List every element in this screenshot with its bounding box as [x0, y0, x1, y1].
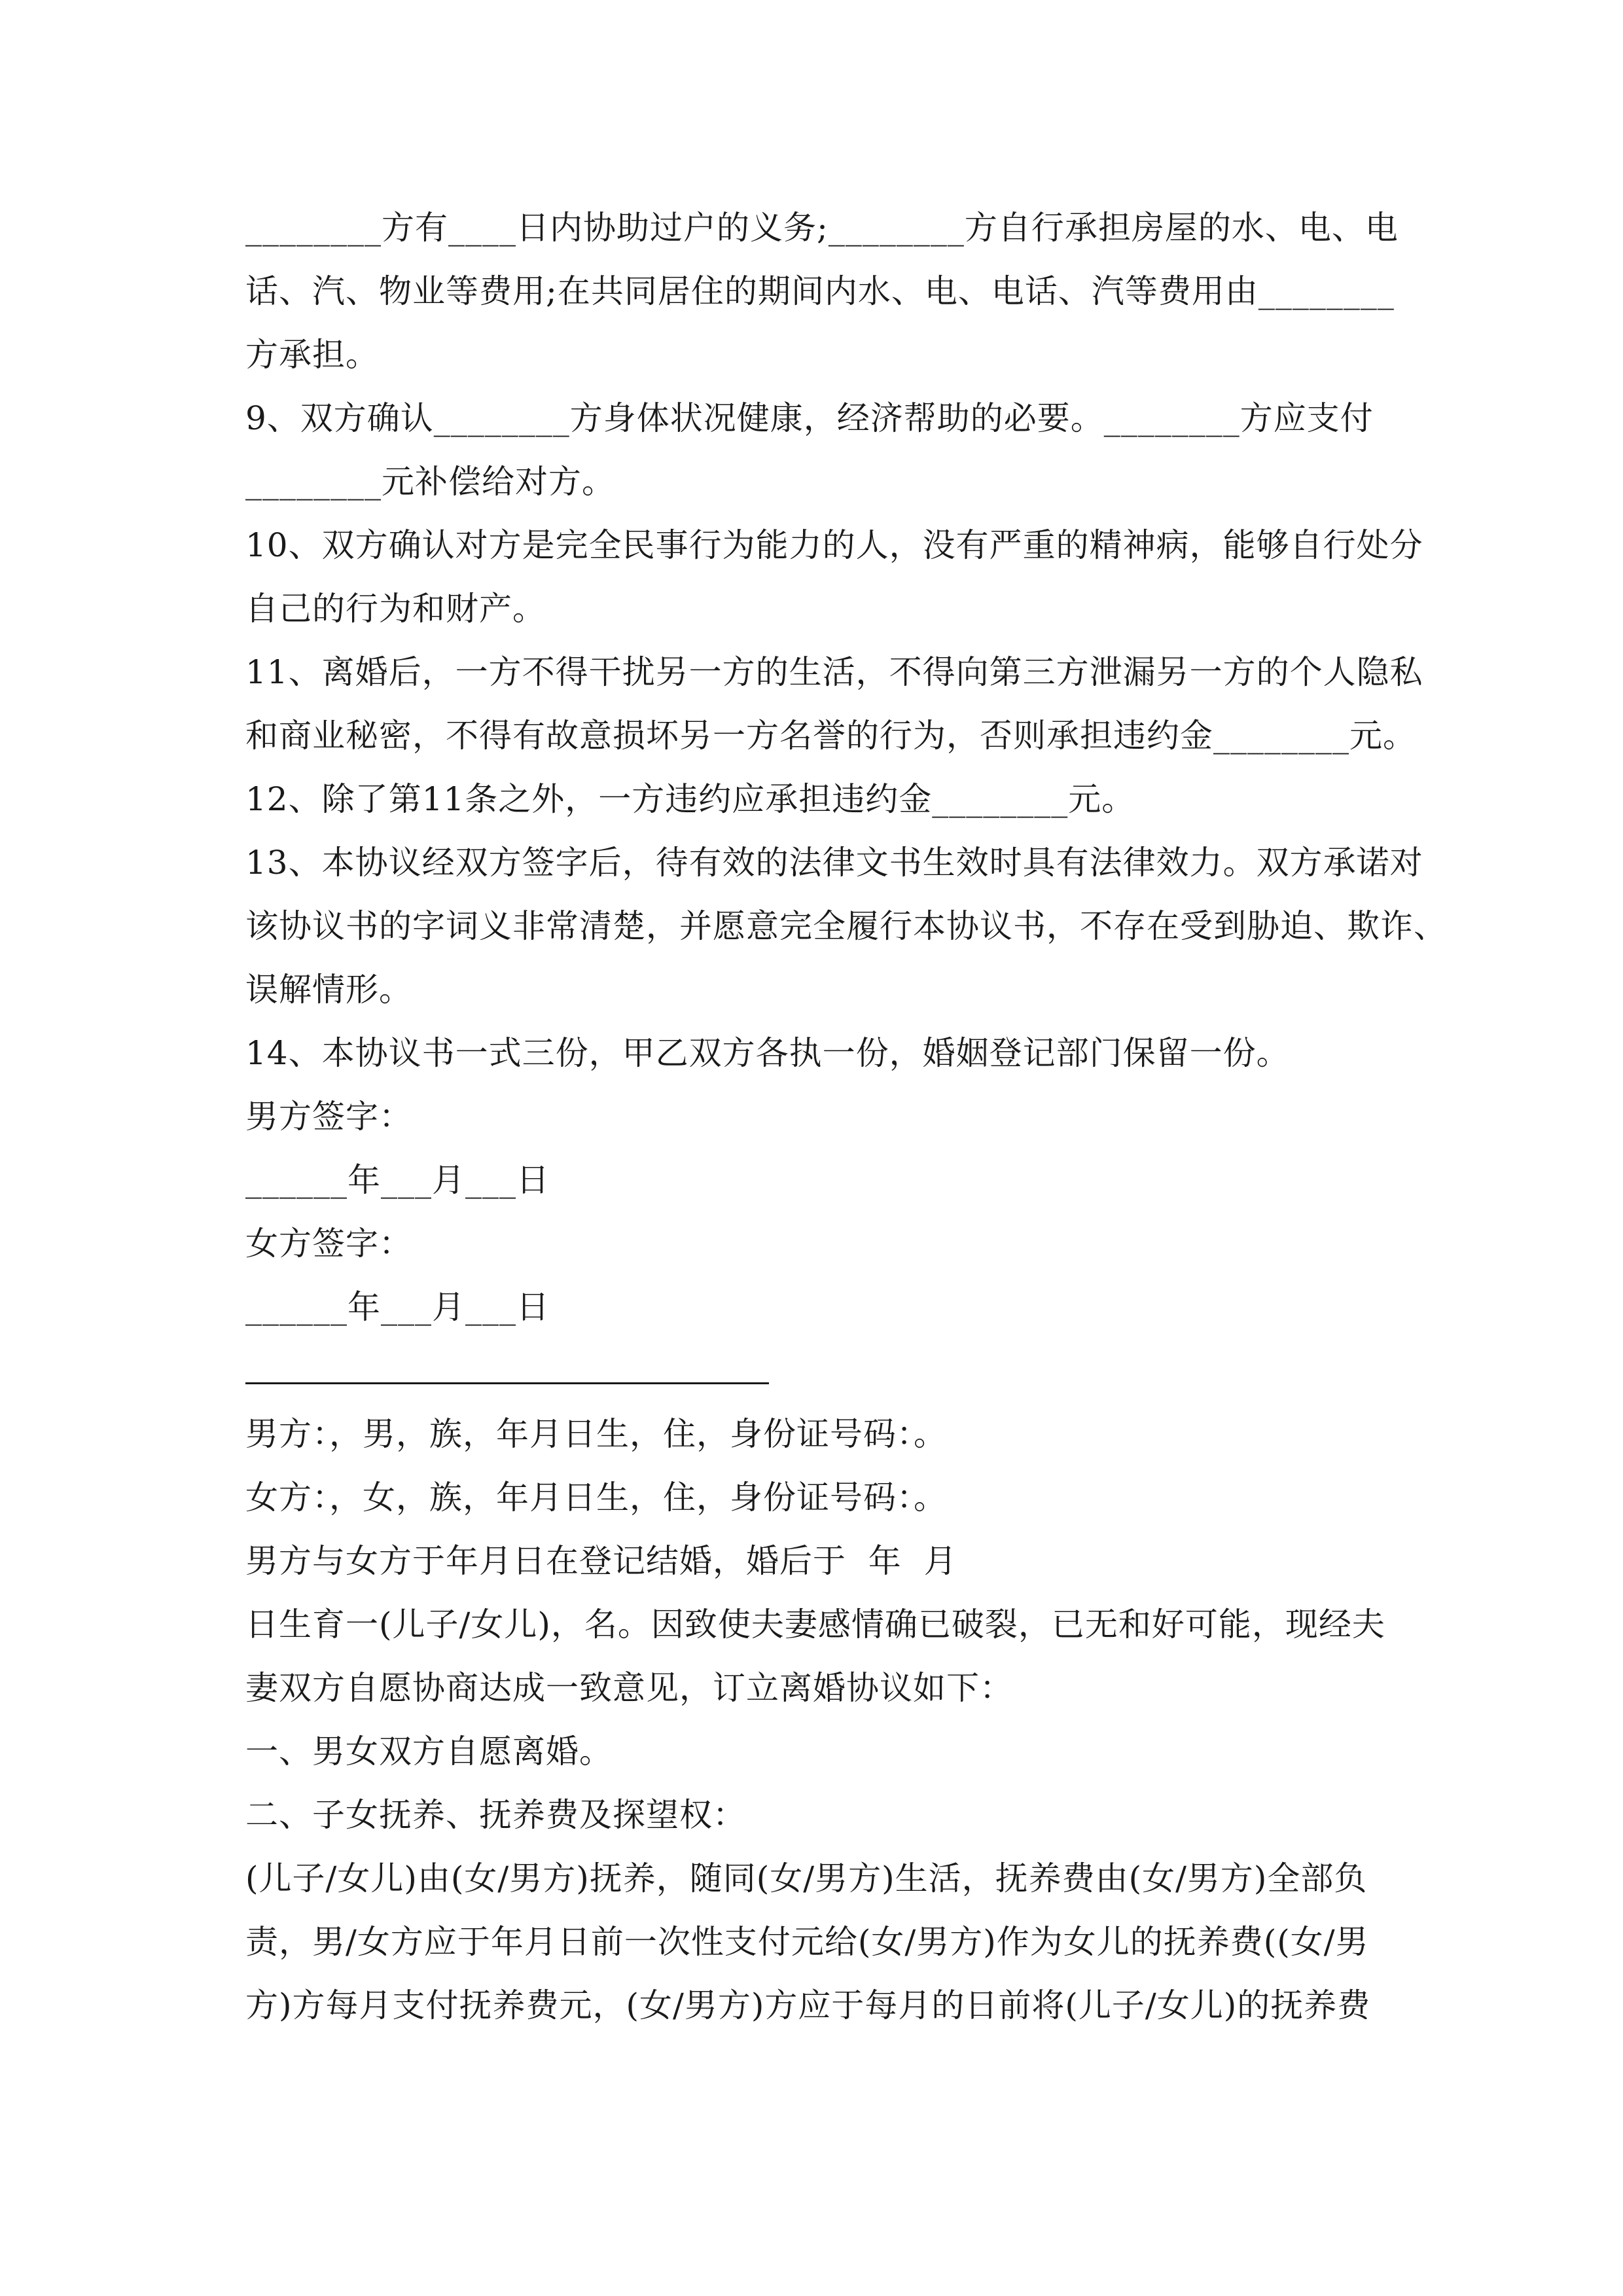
text-line: 方承担。: [245, 336, 379, 374]
female-signature-date: ______年___月___日: [245, 1288, 550, 1326]
male-signature-date: ______年___月___日: [245, 1161, 550, 1199]
clause-12: 12、除了第11条之外，一方违约应承担违约金________元。: [245, 780, 1135, 818]
clause-9: 9、双方确认________方身体状况健康，经济帮助的必要。________方应支付: [245, 399, 1374, 437]
clause-11: 11、离婚后，一方不得干扰另一方的生活，不得向第三方泄漏另一方的个人隐私: [245, 653, 1423, 691]
text-line: 责，男/女方应于年月日前一次性支付元给(女/男方)作为女儿的抚养费((女/男: [245, 1923, 1369, 1961]
text-line: ________方有____日内协助过户的义务;________方自行承担房屋的水、电、电: [245, 209, 1399, 247]
text-line: ________元补偿给对方。: [245, 463, 615, 501]
section-divider: [245, 1339, 1397, 1403]
section-2-heading: 二、子女抚养、抚养费及探望权：: [245, 1796, 746, 1834]
text-line: 日生育一(儿子/女儿)，名。因致使夫妻感情确已破裂，已无和好可能，现经夫: [245, 1605, 1385, 1643]
text-line: 自己的行为和财产。: [245, 590, 546, 628]
text-line: 话、汽、物业等费用;在共同居住的期间内水、电、电话、汽等费用由________: [245, 272, 1395, 310]
text-line: 和商业秘密，不得有故意损坏另一方名誉的行为，否则承担违约金________元。: [245, 717, 1416, 755]
text-line: 该协议书的字词义非常清楚，并愿意完全履行本协议书，不存在受到胁迫、欺诈、: [245, 907, 1447, 945]
female-signature-label: 女方签字：: [245, 1225, 412, 1263]
text-line: 方)方每月支付抚养费元，(女/男方)方应于每月的日前将(儿子/女儿)的抚养费: [245, 1986, 1371, 2024]
document-body: [245, 196, 1447, 2037]
male-party-info: 男方：，男，族，年月日生，住，身份证号码：。: [245, 1415, 947, 1453]
divider-line: [245, 1382, 769, 1384]
text-line: 误解情形。: [245, 971, 412, 1009]
text-line: (儿子/女儿)由(女/男方)抚养，随同(女/男方)生活，抚养费由(女/男方)全部负: [245, 1859, 1368, 1897]
female-party-info: 女方：，女，族，年月日生，住，身份证号码：。: [245, 1479, 947, 1516]
clause-14: 14、本协议书一式三份，甲乙双方各执一份，婚姻登记部门保留一份。: [245, 1034, 1290, 1072]
male-signature-label: 男方签字：: [245, 1098, 412, 1136]
text-line: 妻双方自愿协商达成一致意见，订立离婚协议如下：: [245, 1669, 1013, 1707]
marriage-info: 男方与女方于年月日在登记结婚，婚后于 年 月: [245, 1542, 957, 1580]
section-1-heading: 一、男女双方自愿离婚。: [245, 1732, 613, 1770]
clause-10: 10、双方确认对方是完全民事行为能力的人，没有严重的精神病，能够自行处分: [245, 526, 1423, 564]
clause-13: 13、本协议经双方签字后，待有效的法律文书生效时具有法律效力。双方承诺对: [245, 844, 1423, 882]
